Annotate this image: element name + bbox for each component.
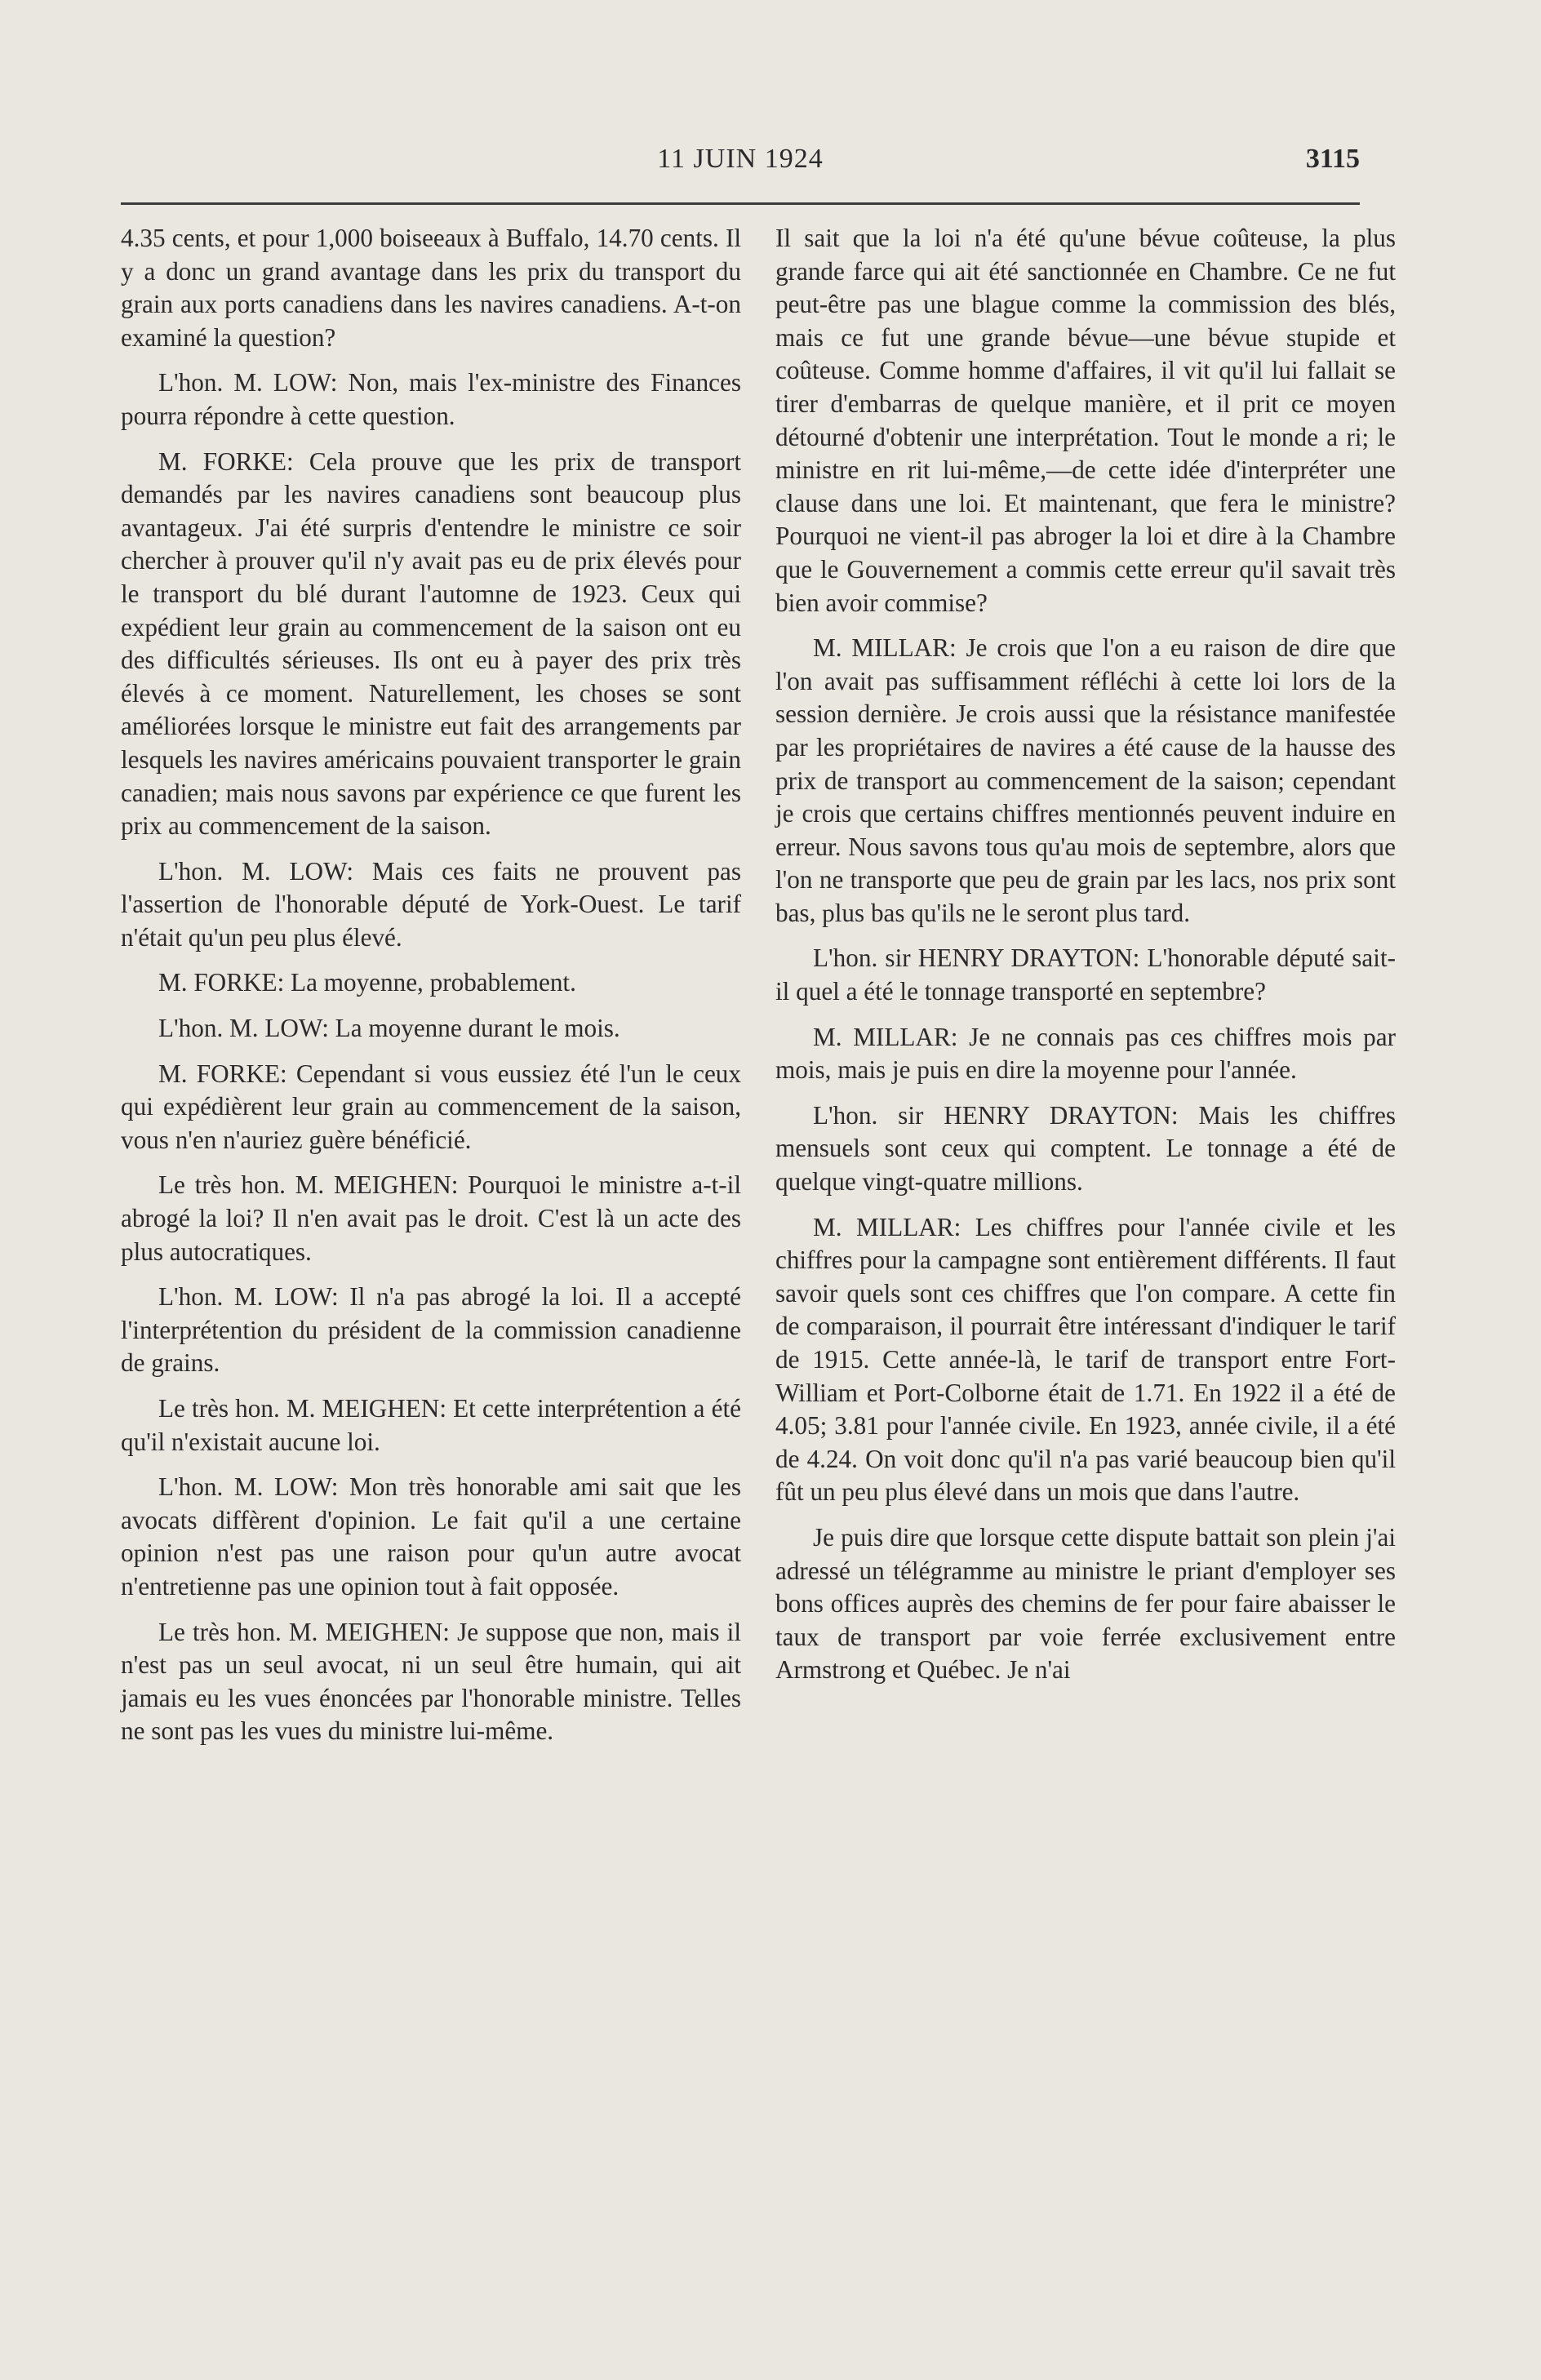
paragraph: L'hon. M. LOW: Non, mais l'ex-ministre des Finances pourra répondre à cette question. xyxy=(121,368,741,430)
paragraph: Le très hon. M. MEIGHEN: Pourquoi le ministre a-t-il abrogé la loi? Il n'en avait pas le droit. C'est là un acte des plus autocratiques. xyxy=(121,1170,741,1266)
page-number: 3115 xyxy=(1305,144,1360,174)
paragraph: Je puis dire que lorsque cette dispute battait son plein j'ai adressé un télégramme au ministre le priant d'employer ses bons offices auprès des chemins de fer pour faire abaisser le taux de transport par voie ferrée exclusivement entre Armstrong et Québec. Je n'ai xyxy=(775,1522,1396,1685)
header-rule xyxy=(121,202,1360,205)
paragraph: L'hon. M. LOW: Il n'a pas abrogé la loi. Il a accepté l'interprétention du président de la commission canadienne de grains. xyxy=(121,1282,741,1378)
paragraph: Le très hon. M. MEIGHEN: Je suppose que non, mais il n'est pas un seul avocat, ni un seul être humain, qui ait jamais eu les vues énoncées par l'honorable ministre. Telles ne sont pas les vues du ministre lui-même. xyxy=(121,1617,741,1746)
left-column xyxy=(121,222,741,2181)
paragraph: L'hon. sir HENRY DRAYTON: L'honorable député sait-il quel a été le tonnage transporté en septembre? xyxy=(775,944,1396,1006)
header-date: 11 JUIN 1924 xyxy=(657,144,824,174)
paragraph: Le très hon. M. MEIGHEN: Et cette interprétention a été qu'il n'existait aucune loi. xyxy=(121,1394,741,1456)
paragraph: L'hon. M. LOW: La moyenne durant le mois. xyxy=(158,1014,620,1043)
paragraph: M. MILLAR: Je crois que l'on a eu raison de dire que l'on avait pas suffisamment réfléchi à cette loi lors de la session dernière. Je crois aussi que la résistance manifestée par les propriétaires de navires a été cause de la hausse des prix de transport au commencement de la saison; cependant je crois que certains chiffres mentionnés peuvent induire en erreur. Nous savons tous qu'au mois de septembre, alors que l'on ne transporte que peu de grain par les lacs, nos prix sont bas, plus bas qu'ils ne le seront plus tard. xyxy=(775,633,1396,927)
paragraph: L'hon. sir HENRY DRAYTON: Mais les chiffres mensuels sont ceux qui comptent. Le tonnage a été de quelque vingt-quatre millions. xyxy=(775,1100,1396,1197)
right-column xyxy=(775,222,1396,2181)
paragraph: M. FORKE: Cependant si vous eussiez été l'un le ceux qui expédièrent leur grain au commencement de la saison, vous n'en n'auriez guère bénéficié. xyxy=(121,1059,741,1154)
paragraph: Il sait que la loi n'a été qu'une bévue coûteuse, la plus grande farce qui ait été sanctionnée en Chambre. Ce ne fut peut-être pas une blague comme la commission des blés, mais ce fut une grande bévue—une bévue stupide et coûteuse. Comme homme d'affaires, il vit qu'il lui fallait se tirer d'embarras de quelque manière, et il prit ce moyen détourné d'obtenir une interprétation. Tout le monde a ri; le ministre en rit lui-même,—de cette idée d'interpréter une clause dans une loi. Et maintenant, que fera le ministre? Pourquoi ne vient-il pas abroger la loi et dire à la Chambre que le Gouvernement a commis cette erreur qu'il savait très bien avoir commise? xyxy=(775,224,1396,617)
paragraph: L'hon. M. LOW: Mais ces faits ne prouvent pas l'assertion de l'honorable député de York-Ouest. Le tarif n'était qu'un peu plus élevé. xyxy=(121,856,741,952)
paragraph: M. MILLAR: Je ne connais pas ces chiffres mois par mois, mais je puis en dire la moyenne pour l'année. xyxy=(775,1022,1396,1085)
paragraph: L'hon. M. LOW: Mon très honorable ami sait que les avocats diffèrent d'opinion. Le fait qu'il a une certaine opinion n'est pas une raison pour qu'un autre avocat n'entretienne pas une opinion tout à fait opposée. xyxy=(121,1472,741,1601)
paragraph: 4.35 cents, et pour 1,000 boiseeaux à Buffalo, 14.70 cents. Il y a donc un grand avantage dans les prix du transport du grain aux ports canadiens dans les navires canadiens. A-t-on examiné la question? xyxy=(121,224,741,352)
paragraph: M. FORKE: Cela prouve que les prix de transport demandés par les navires canadiens sont beaucoup plus avantageux. J'ai été surpris d'entendre le ministre ce soir chercher à prouver qu'il n'y avait pas eu de prix élevés pour le transport du blé durant l'automne de 1923. Ceux qui expédient leur grain au commencement de la saison ont eu des difficultés sérieuses. Ils ont eu à payer des prix très élevés à ce moment. Naturellement, les choses se sont améliorées lorsque le ministre eut fait des arrangements par lesquels les navires américains pouvaient transporter le grain canadien; mais nous savons par expérience ce que furent les prix au commencement de la saison. xyxy=(121,446,741,841)
paragraph: M. MILLAR: Les chiffres pour l'année civile et les chiffres pour la campagne sont entièrement différents. Il faut savoir quels sont ces chiffres que l'on compare. A cette fin de comparaison, il pourrait être intéressant d'indiquer le tarif de 1915. Cette année-là, le tarif de transport entre Fort-William et Port-Colborne était de 1.71. En 1922 il a été de 4.05; 3.81 pour l'année civile. En 1923, année civile, il a été de 4.24. On voit donc qu'il n'a pas varié beaucoup bien qu'il fût un peu plus élevé dans un mois que dans l'autre. xyxy=(775,1212,1396,1507)
page-header xyxy=(121,137,1360,186)
paragraph: M. FORKE: La moyenne, probablement. xyxy=(158,968,576,997)
